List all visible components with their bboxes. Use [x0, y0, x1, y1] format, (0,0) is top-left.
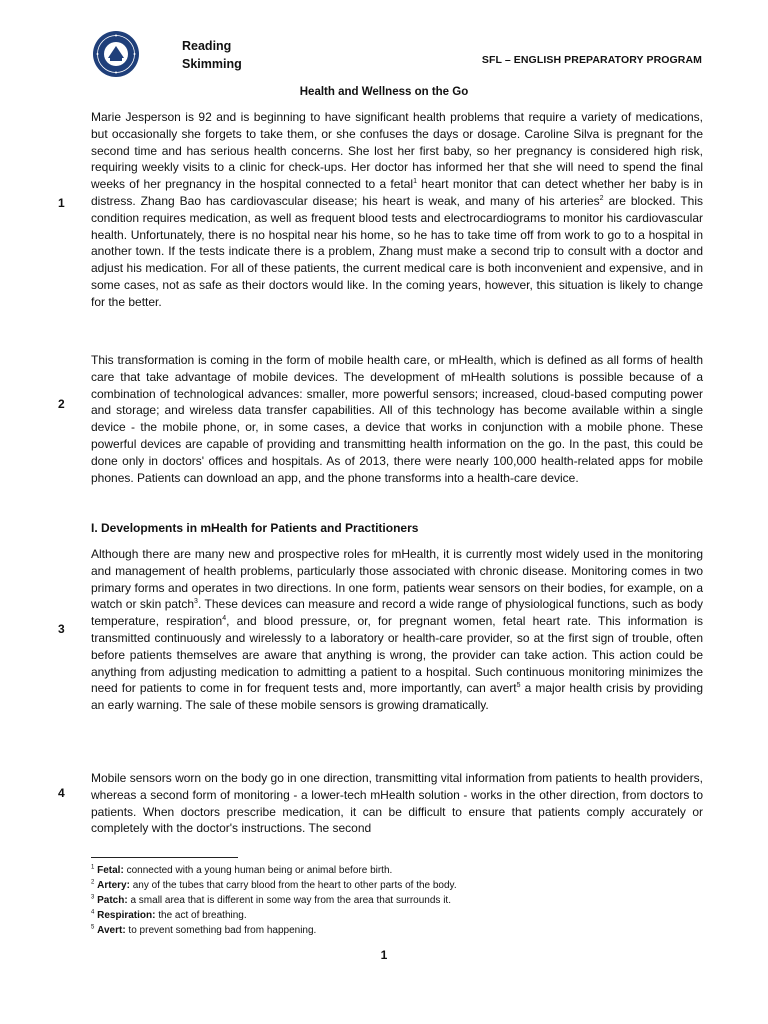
- footnote-ref-1: 1: [413, 178, 417, 186]
- university-seal-icon: [92, 30, 140, 78]
- footnote-1: $^1$ Fetal: connected with a young human being or animal before birth.: [91, 864, 393, 876]
- paragraph-number-1: 1: [58, 196, 65, 210]
- paragraph-number-3: 3: [58, 622, 65, 636]
- paragraph-number-2: 2: [58, 397, 65, 411]
- footnote-4: $^4$ Respiration: the act of breathing.: [91, 909, 247, 921]
- footnote-ref-5: 5: [516, 682, 521, 690]
- paragraph-2: This transformation is coming in the form of mobile health care, or mHealth, which is defined as all forms of health care that take advantage of mobile devices. The development of mHealth solutions is possible because of a combination of technological advances: smaller, more powerful sensors; increased, cloud-based computing power and storage; and wireless data transfer capabilities. All of this technology has become available within a single device - the mobile phone, or, in some cases, a device that works in conjunction with a mobile phone. These powerful devices are capable of providing and transmitting health information on the go. In the past, this could be done only in doctors' offices and hospitals. As of 2013, there were nearly 100,000 health-related apps for mobile phones. Patients can download an app, and the phone transforms into a health-care device.: [91, 353, 703, 485]
- section-heading: I. Developments in mHealth for Patients and Practitioners: [91, 521, 419, 535]
- program-name: SFL – ENGLISH PREPARATORY PROGRAM: [481, 54, 702, 66]
- footnote-divider: [91, 857, 238, 858]
- footnote-ref-2: 2: [599, 194, 604, 202]
- footnote-ref-3: 3: [194, 598, 198, 606]
- paragraph-number-4: 4: [58, 786, 65, 800]
- course-line-reading: Reading: [182, 39, 232, 53]
- paragraph-4: Mobile sensors worn on the body go in one direction, transmitting vital information from patients to health providers, whereas a second form of monitoring - a lower-tech mHealth solution - works in the other direction, from doctors to patients. When doctors prescribe medication, it can be difficult to ensure that patients comply accurately or completely with the doctor's instructions. The second: [91, 771, 703, 836]
- course-line-skimming: Skimming: [182, 57, 242, 71]
- paragraph-3: Although there are many new and prospective roles for mHealth, it is currently most widely used in the monitoring and management of health problems, particularly those associated with chronic disease. Monitoring comes in two primary forms and operates in two directions. In one form, patients wear sensors on their bodies, for example, on a watch or skin patch$^3$. These devices can measure and record a wide range of physiological functions, such as body temperature, respiration$^4$, and blood pressure, or, for pregnant women, fetal heart rate. This information is transmitted continuously and wirelessly to a laboratory or health-care provider, so at the first sign of trouble, often before patients themselves are aware that anything is wrong, the provider can take action. This action could be anything from adjusting medication to admitting a patient to a hospital. Such continuous monitoring minimizes the need for patients to come in for frequent tests and, more importantly, can avert$^5$ a major health crisis by providing an early warning. The sale of these mobile sensors is growing dramatically.: [91, 547, 704, 713]
- footnote-5: $^5$ Avert: to prevent something bad from happening.: [91, 924, 317, 936]
- footnote-2: $^2$ Artery: any of the tubes that carry blood from the heart to other parts of the body.: [91, 879, 457, 891]
- footnotes: [91, 863, 711, 938]
- course-label: [182, 37, 242, 73]
- page-number: 1: [380, 948, 388, 962]
- document-title: Health and Wellness on the Go: [299, 86, 469, 98]
- footnote-3: $^3$ Patch: a small area that is different in some way from the area that surrounds it.: [91, 894, 451, 906]
- footnote-ref-4: 4: [222, 615, 227, 623]
- paragraph-1: Marie Jesperson is 92 and is beginning to have significant health problems that require a variety of medications, but occasionally she forgets to take them, or she confuses the days or dosage. Caroline Silva is pregnant for the second time and has serious health concerns. She lost her first baby, so her pregnancy is considered high risk, requiring weekly visits to a clinic for check-ups. Her doctor has informed her that she will need to spend the final weeks of her pregnancy in the hospital connected to a fetal$^1$ heart monitor that can detect whether her baby is in distress. Zhang Bao has cardiovascular disease; his heart is weak, and many of his arteries$^2$ are blocked. This condition requires medication, as well as frequent blood tests and electrocardiograms to monitor his cardiovascular health. Unfortunately, there is no hospital near his home, so he has to take time off from work to go to a hospital in another town. If the tests indicate there is a problem, Zhang must make a second trip to consult with a doctor and adjust his medication. For all of these patients, the current medical care is both inconvenient and expensive, and in some cases, not as safe as their doctors would like. In the coming years, however, this situation is likely to change for the better.: [91, 110, 704, 309]
